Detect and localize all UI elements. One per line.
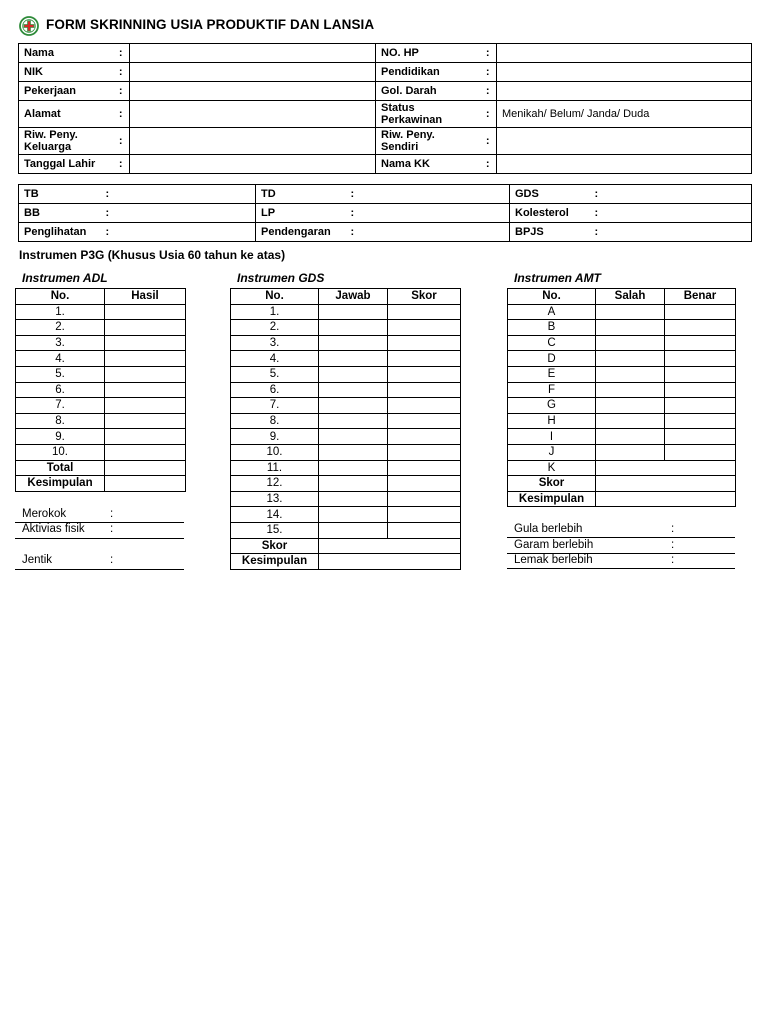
row-number: 1.	[16, 304, 105, 320]
hasil-cell[interactable]	[105, 335, 186, 351]
skor-cell[interactable]	[388, 398, 461, 414]
skor-cell[interactable]	[388, 320, 461, 336]
table-row	[16, 351, 186, 367]
field-label: Riw. Peny. Keluarga	[19, 128, 113, 155]
jawab-cell[interactable]	[319, 335, 388, 351]
row-number: 6.	[16, 382, 105, 398]
table-row	[231, 507, 461, 523]
column-header: Salah	[596, 289, 665, 305]
colon: :	[113, 63, 130, 82]
table-row	[508, 366, 736, 382]
benar-cell[interactable]	[665, 335, 736, 351]
field-label: Tanggal Lahir	[19, 155, 113, 174]
row-number: 2.	[16, 320, 105, 336]
jawab-cell[interactable]	[319, 444, 388, 460]
row-number: 6.	[231, 382, 319, 398]
row-number: 4.	[231, 351, 319, 367]
row-number: 2.	[231, 320, 319, 336]
field-label: GDS	[510, 185, 590, 204]
row-letter: D	[508, 351, 596, 367]
row-number: 9.	[231, 429, 319, 445]
field-label: Riw. Peny. Sendiri	[376, 128, 480, 155]
answer-cell[interactable]	[596, 460, 736, 476]
adl-table	[15, 288, 186, 492]
table-row	[231, 366, 461, 382]
salah-cell[interactable]	[596, 335, 665, 351]
field-label: NIK	[19, 63, 113, 82]
table-row	[19, 204, 752, 223]
jawab-cell[interactable]	[319, 351, 388, 367]
table-row	[16, 335, 186, 351]
marital-status-field[interactable]: Menikah/ Belum/ Janda/ Duda	[497, 101, 752, 128]
table-row	[231, 382, 461, 398]
colon: :	[671, 554, 675, 566]
table-row	[16, 476, 186, 492]
skor-cell[interactable]	[388, 444, 461, 460]
salah-cell[interactable]	[596, 429, 665, 445]
adl-title: Instrumen ADL	[22, 271, 108, 285]
row-number: 3.	[231, 335, 319, 351]
row-number: 9.	[16, 429, 105, 445]
table-row	[19, 63, 752, 82]
name-field[interactable]	[130, 44, 376, 63]
divider	[15, 523, 184, 539]
colon: :	[480, 63, 497, 82]
table-row	[16, 444, 186, 460]
gds-field[interactable]: :	[590, 185, 752, 204]
table-row	[508, 444, 736, 460]
hasil-cell[interactable]	[105, 382, 186, 398]
kesimpulan-cell[interactable]	[319, 554, 461, 570]
table-row	[16, 320, 186, 336]
occupation-field[interactable]	[130, 82, 376, 101]
row-number: 14.	[231, 507, 319, 523]
table-row	[231, 351, 461, 367]
table-header-row	[508, 289, 736, 305]
skor-total-cell[interactable]	[319, 538, 461, 554]
row-letter: C	[508, 335, 596, 351]
skor-cell[interactable]	[388, 491, 461, 507]
family-head-field[interactable]	[497, 155, 752, 174]
divider	[15, 507, 184, 523]
field-label: Gol. Darah	[376, 82, 480, 101]
salah-cell[interactable]	[596, 320, 665, 336]
table-row	[231, 304, 461, 320]
field-label: Pendengaran	[256, 223, 346, 242]
hasil-cell[interactable]	[105, 351, 186, 367]
colon: :	[110, 508, 114, 520]
row-number: 4.	[16, 351, 105, 367]
table-row	[508, 460, 736, 476]
row-letter: G	[508, 398, 596, 414]
benar-cell[interactable]	[665, 382, 736, 398]
benar-cell[interactable]	[665, 351, 736, 367]
field-label: Pendidikan	[376, 63, 480, 82]
field-label: Nama KK	[376, 155, 480, 174]
table-row	[19, 128, 752, 155]
table-row	[231, 335, 461, 351]
table-row	[231, 413, 461, 429]
colon: :	[113, 101, 130, 128]
bpjs-field[interactable]: :	[590, 223, 752, 242]
hasil-cell[interactable]	[105, 429, 186, 445]
skor-cell[interactable]	[388, 460, 461, 476]
amt-table	[507, 288, 736, 507]
table-row	[16, 429, 186, 445]
bb-field[interactable]: :	[101, 204, 256, 223]
table-row	[19, 82, 752, 101]
row-number: 15.	[231, 522, 319, 538]
skor-cell[interactable]	[388, 522, 461, 538]
colon: :	[480, 44, 497, 63]
colon: :	[480, 82, 497, 101]
salah-cell[interactable]	[596, 351, 665, 367]
skor-cell[interactable]	[388, 476, 461, 492]
jawab-cell[interactable]	[319, 413, 388, 429]
kesimpulan-label: Kesimpulan	[508, 491, 596, 507]
colon: :	[113, 82, 130, 101]
row-number: 13.	[231, 491, 319, 507]
row-number: 10.	[231, 444, 319, 460]
table-row	[16, 382, 186, 398]
benar-cell[interactable]	[665, 429, 736, 445]
field-label: BB	[19, 204, 101, 223]
column-header: No.	[508, 289, 596, 305]
phone-field[interactable]	[497, 44, 752, 63]
address-field[interactable]	[130, 101, 376, 128]
amt-title: Instrumen AMT	[514, 271, 601, 285]
gds-table	[230, 288, 461, 570]
jawab-cell[interactable]	[319, 429, 388, 445]
benar-cell[interactable]	[665, 366, 736, 382]
kesimpulan-cell[interactable]	[105, 476, 186, 492]
row-number: 11.	[231, 460, 319, 476]
lifestyle-sugar[interactable]	[507, 523, 735, 538]
column-header: Hasil	[105, 289, 186, 305]
table-row	[508, 304, 736, 320]
hearing-field[interactable]: :	[346, 223, 510, 242]
salah-cell[interactable]	[596, 444, 665, 460]
salah-cell[interactable]	[596, 382, 665, 398]
lifestyle-fat[interactable]	[507, 554, 735, 569]
nik-field[interactable]	[130, 63, 376, 82]
table-row	[16, 304, 186, 320]
blood-type-field[interactable]	[497, 82, 752, 101]
row-letter: B	[508, 320, 596, 336]
column-header: Benar	[665, 289, 736, 305]
kesimpulan-cell[interactable]	[596, 491, 736, 507]
row-number: 3.	[16, 335, 105, 351]
jawab-cell[interactable]	[319, 491, 388, 507]
lifestyle-label: Aktivias fisik	[22, 523, 85, 535]
skor-cell[interactable]	[388, 382, 461, 398]
table-row	[231, 320, 461, 336]
vision-field[interactable]: :	[101, 223, 256, 242]
row-number: 7.	[231, 398, 319, 414]
lifestyle-label: Garam berlebih	[514, 539, 594, 551]
benar-cell[interactable]	[665, 444, 736, 460]
table-row	[19, 155, 752, 174]
table-row	[508, 413, 736, 429]
total-label: Total	[16, 460, 105, 476]
field-label: Penglihatan	[19, 223, 101, 242]
jawab-cell[interactable]	[319, 382, 388, 398]
table-row	[16, 413, 186, 429]
lifestyle-label: Lemak berlebih	[514, 554, 593, 566]
field-label: LP	[256, 204, 346, 223]
table-header-row	[16, 289, 186, 305]
field-label: Nama	[19, 44, 113, 63]
colon: :	[480, 128, 497, 155]
hasil-cell[interactable]	[105, 366, 186, 382]
field-label: Alamat	[19, 101, 113, 128]
row-number: 10.	[16, 444, 105, 460]
colon: :	[480, 101, 497, 128]
table-row	[16, 460, 186, 476]
skor-cell[interactable]	[388, 413, 461, 429]
field-label: NO. HP	[376, 44, 480, 63]
biodata-table	[18, 43, 752, 174]
salah-cell[interactable]	[596, 304, 665, 320]
table-row	[508, 320, 736, 336]
jawab-cell[interactable]	[319, 366, 388, 382]
table-row	[19, 44, 752, 63]
jawab-cell[interactable]	[319, 460, 388, 476]
salah-cell[interactable]	[596, 398, 665, 414]
table-row	[231, 554, 461, 570]
field-label: Pekerjaan	[19, 82, 113, 101]
table-row	[508, 382, 736, 398]
family-history-field[interactable]	[130, 128, 376, 155]
table-row	[508, 476, 736, 492]
skor-cell[interactable]	[388, 304, 461, 320]
colon: :	[113, 128, 130, 155]
table-row	[508, 491, 736, 507]
table-row	[16, 366, 186, 382]
total-cell[interactable]	[105, 460, 186, 476]
salah-cell[interactable]	[596, 366, 665, 382]
colon: :	[110, 523, 114, 535]
colon: :	[113, 44, 130, 63]
lifestyle-salt[interactable]	[507, 539, 735, 554]
row-letter: I	[508, 429, 596, 445]
table-row	[508, 429, 736, 445]
benar-cell[interactable]	[665, 413, 736, 429]
skor-cell[interactable]	[388, 366, 461, 382]
row-number: 12.	[231, 476, 319, 492]
skor-cell[interactable]	[388, 507, 461, 523]
skor-label: Skor	[231, 538, 319, 554]
table-row	[19, 101, 752, 128]
colon: :	[671, 539, 675, 551]
jawab-cell[interactable]	[319, 522, 388, 538]
page-title: FORM SKRINNING USIA PRODUKTIF DAN LANSIA	[46, 17, 375, 32]
column-header: No.	[16, 289, 105, 305]
colon: :	[113, 155, 130, 174]
row-number: 1.	[231, 304, 319, 320]
lp-field[interactable]: :	[346, 204, 510, 223]
hasil-cell[interactable]	[105, 304, 186, 320]
table-row	[231, 429, 461, 445]
education-field[interactable]	[497, 63, 752, 82]
table-row	[231, 522, 461, 538]
hasil-cell[interactable]	[105, 413, 186, 429]
row-number: 8.	[16, 413, 105, 429]
table-header-row	[231, 289, 461, 305]
lifestyle-label: Jentik	[22, 554, 53, 566]
divider	[15, 554, 184, 570]
jawab-cell[interactable]	[319, 398, 388, 414]
row-number: 7.	[16, 398, 105, 414]
table-row	[19, 223, 752, 242]
table-row	[231, 444, 461, 460]
skor-cell[interactable]	[388, 335, 461, 351]
jawab-cell[interactable]	[319, 507, 388, 523]
field-label: Kolesterol	[510, 204, 590, 223]
section-title-p3g: Instrumen P3G (Khusus Usia 60 tahun ke atas)	[19, 248, 286, 262]
column-header: No.	[231, 289, 319, 305]
lifestyle-label: Merokok	[22, 508, 67, 520]
jawab-cell[interactable]	[319, 320, 388, 336]
table-row	[231, 398, 461, 414]
row-letter: H	[508, 413, 596, 429]
health-cross-icon	[19, 16, 39, 36]
row-number: 5.	[16, 366, 105, 382]
row-number: 5.	[231, 366, 319, 382]
table-row	[231, 491, 461, 507]
colon: :	[110, 554, 114, 566]
hasil-cell[interactable]	[105, 398, 186, 414]
benar-cell[interactable]	[665, 304, 736, 320]
field-label: Status Perkawinan	[376, 101, 480, 128]
kesimpulan-label: Kesimpulan	[16, 476, 105, 492]
field-label: TB	[19, 185, 101, 204]
row-letter: F	[508, 382, 596, 398]
table-row	[508, 351, 736, 367]
skor-cell[interactable]	[388, 429, 461, 445]
lifestyle-label: Gula berlebih	[514, 523, 583, 535]
row-letter: J	[508, 444, 596, 460]
birthdate-field[interactable]	[130, 155, 376, 174]
tb-field[interactable]: :	[101, 185, 256, 204]
field-label: TD	[256, 185, 346, 204]
jawab-cell[interactable]	[319, 304, 388, 320]
colon: :	[480, 155, 497, 174]
benar-cell[interactable]	[665, 398, 736, 414]
skor-cell[interactable]	[388, 351, 461, 367]
vitals-table	[18, 184, 752, 242]
hasil-cell[interactable]	[105, 320, 186, 336]
table-row	[508, 398, 736, 414]
gds-title: Instrumen GDS	[237, 271, 325, 285]
row-number: 8.	[231, 413, 319, 429]
salah-cell[interactable]	[596, 413, 665, 429]
skor-total-cell[interactable]	[596, 476, 736, 492]
table-row	[508, 335, 736, 351]
benar-cell[interactable]	[665, 320, 736, 336]
td-field[interactable]: :	[346, 185, 510, 204]
jawab-cell[interactable]	[319, 476, 388, 492]
colon: :	[671, 523, 675, 535]
own-history-field[interactable]	[497, 128, 752, 155]
table-row	[231, 460, 461, 476]
column-header: Jawab	[319, 289, 388, 305]
column-header: Skor	[388, 289, 461, 305]
hasil-cell[interactable]	[105, 444, 186, 460]
table-row	[231, 476, 461, 492]
table-row	[16, 398, 186, 414]
table-row	[231, 538, 461, 554]
skor-label: Skor	[508, 476, 596, 492]
field-label: BPJS	[510, 223, 590, 242]
row-letter: K	[508, 460, 596, 476]
table-row	[19, 185, 752, 204]
row-letter: E	[508, 366, 596, 382]
cholesterol-field[interactable]: :	[590, 204, 752, 223]
row-letter: A	[508, 304, 596, 320]
kesimpulan-label: Kesimpulan	[231, 554, 319, 570]
